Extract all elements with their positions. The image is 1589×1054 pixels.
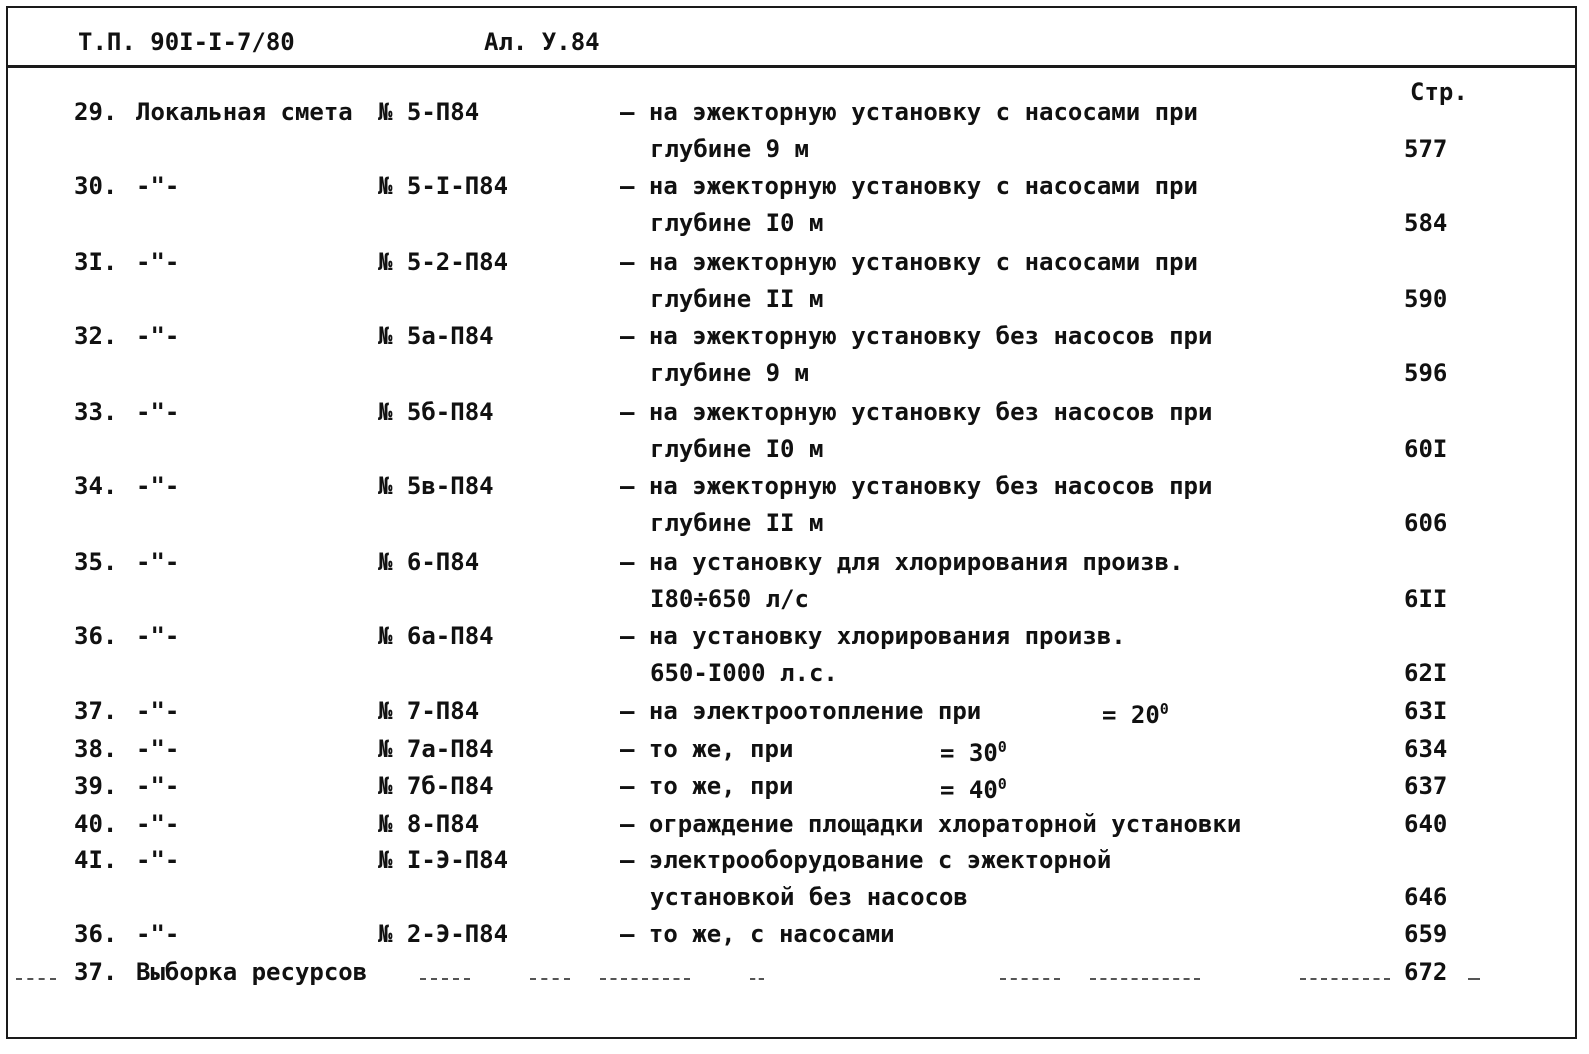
row-page: 634 [1404,735,1448,763]
row-reference: № 5-П84 [378,98,480,126]
row-description: – на эжекторную установку с насосами при [620,98,1198,126]
row-description: – на эжекторную установку без насосов при [620,472,1213,500]
row-number: 34. [74,472,118,500]
sheet-header [8,8,1575,68]
degree-mark: 0 [997,775,1007,793]
row-description: – на эжекторную установку с насосами при [620,248,1198,276]
row-reference: № 6-П84 [378,548,480,576]
row-page: 637 [1404,772,1448,800]
row-number: 29. [74,98,118,126]
row-name: -"- [136,322,180,350]
row-condition: = $30^0$ [940,738,1007,767]
project-code: Т.П. 90I-I-7/80 [78,28,295,56]
row-reference: № 5в-П84 [378,472,494,500]
row-reference: № 5б-П84 [378,398,494,426]
row-description: – на электроотопление при [620,697,982,725]
row-name: Локальная смета [136,98,353,126]
row-description: глубине II м [650,285,824,313]
row-description: глубине 9 м [650,359,809,387]
leader-dash [750,978,764,980]
row-reference: № 7а-П84 [378,735,494,763]
row-page: 596 [1404,359,1448,387]
row-name: -"- [136,548,180,576]
row-description: – на установку для хлорирования произв. [620,548,1184,576]
leader-dash [1468,978,1480,980]
leader-dash [16,978,56,980]
row-name: -"- [136,472,180,500]
row-description: глубине 9 м [650,135,809,163]
row-reference: № 5-2-П84 [378,248,509,276]
row-name: -"- [136,172,180,200]
row-reference: № 5а-П84 [378,322,494,350]
leader-dash [600,978,690,980]
row-condition: = $40^0$ [940,775,1007,804]
row-reference: № 7-П84 [378,697,480,725]
row-number: 37. [74,697,118,725]
row-name: -"- [136,248,180,276]
row-description: – то же, при [620,772,794,800]
row-number: 35. [74,548,118,576]
row-number: 38. [74,735,118,763]
row-description: глубине II м [650,509,824,537]
row-reference: № I-Э-П84 [378,846,509,874]
row-name: -"- [136,920,180,948]
row-description: – то же, при [620,735,794,763]
pages-column-label: Стр. [1410,78,1468,106]
row-reference: № 6а-П84 [378,622,494,650]
row-number: 3I. [74,248,118,276]
row-number: 36. [74,920,118,948]
row-name: Выборка ресурсов [136,958,368,986]
row-name: -"- [136,772,180,800]
row-page: 590 [1404,285,1448,313]
leader-dash [1090,978,1200,980]
leader-dash [530,978,570,980]
row-reference: № 8-П84 [378,810,480,838]
row-page: 584 [1404,209,1448,237]
row-name: -"- [136,622,180,650]
row-description: глубине I0 м [650,209,824,237]
row-page: 62I [1404,659,1448,687]
row-description: 650-I000 л.с. [650,659,838,687]
row-page: 63I [1404,697,1448,725]
row-name: -"- [136,846,180,874]
row-description: глубине I0 м [650,435,824,463]
row-description: – на эжекторную установку с насосами при [620,172,1198,200]
degree-mark: 0 [997,738,1007,756]
album-number: Ал. У.84 [484,28,600,56]
row-description: – на установку хлорирования произв. [620,622,1126,650]
row-description: – на эжекторную установку без насосов при [620,322,1213,350]
row-name: -"- [136,810,180,838]
row-number: 39. [74,772,118,800]
row-page: 577 [1404,135,1448,163]
row-number: 32. [74,322,118,350]
row-number: 4I. [74,846,118,874]
row-reference: № 5-I-П84 [378,172,509,200]
row-name: -"- [136,735,180,763]
row-page: 672 [1404,958,1448,986]
row-number: 37. [74,958,118,986]
row-page: 6II [1404,585,1448,613]
row-number: 30. [74,172,118,200]
row-description: установкой без насосов [650,883,968,911]
row-number: 40. [74,810,118,838]
row-page: 646 [1404,883,1448,911]
row-description: – то же, с насосами [620,920,895,948]
row-name: -"- [136,398,180,426]
row-reference: № 7б-П84 [378,772,494,800]
row-page: 640 [1404,810,1448,838]
leader-dash [1300,978,1390,980]
row-description: – на эжекторную установку без насосов при [620,398,1213,426]
row-number: 33. [74,398,118,426]
row-description: – ограждение площадки хлораторной установки [620,810,1242,838]
row-page: 60I [1404,435,1448,463]
row-page: 606 [1404,509,1448,537]
degree-mark: 0 [1159,700,1169,718]
row-name: -"- [136,697,180,725]
row-number: 36. [74,622,118,650]
leader-dash [1000,978,1060,980]
row-reference: № 2-Э-П84 [378,920,509,948]
row-condition: = $20^0$ [1102,700,1169,729]
leader-dash [420,978,470,980]
row-page: 659 [1404,920,1448,948]
row-description: I80÷650 л/с [650,585,809,613]
row-description: – электрооборудование с эжекторной [620,846,1112,874]
